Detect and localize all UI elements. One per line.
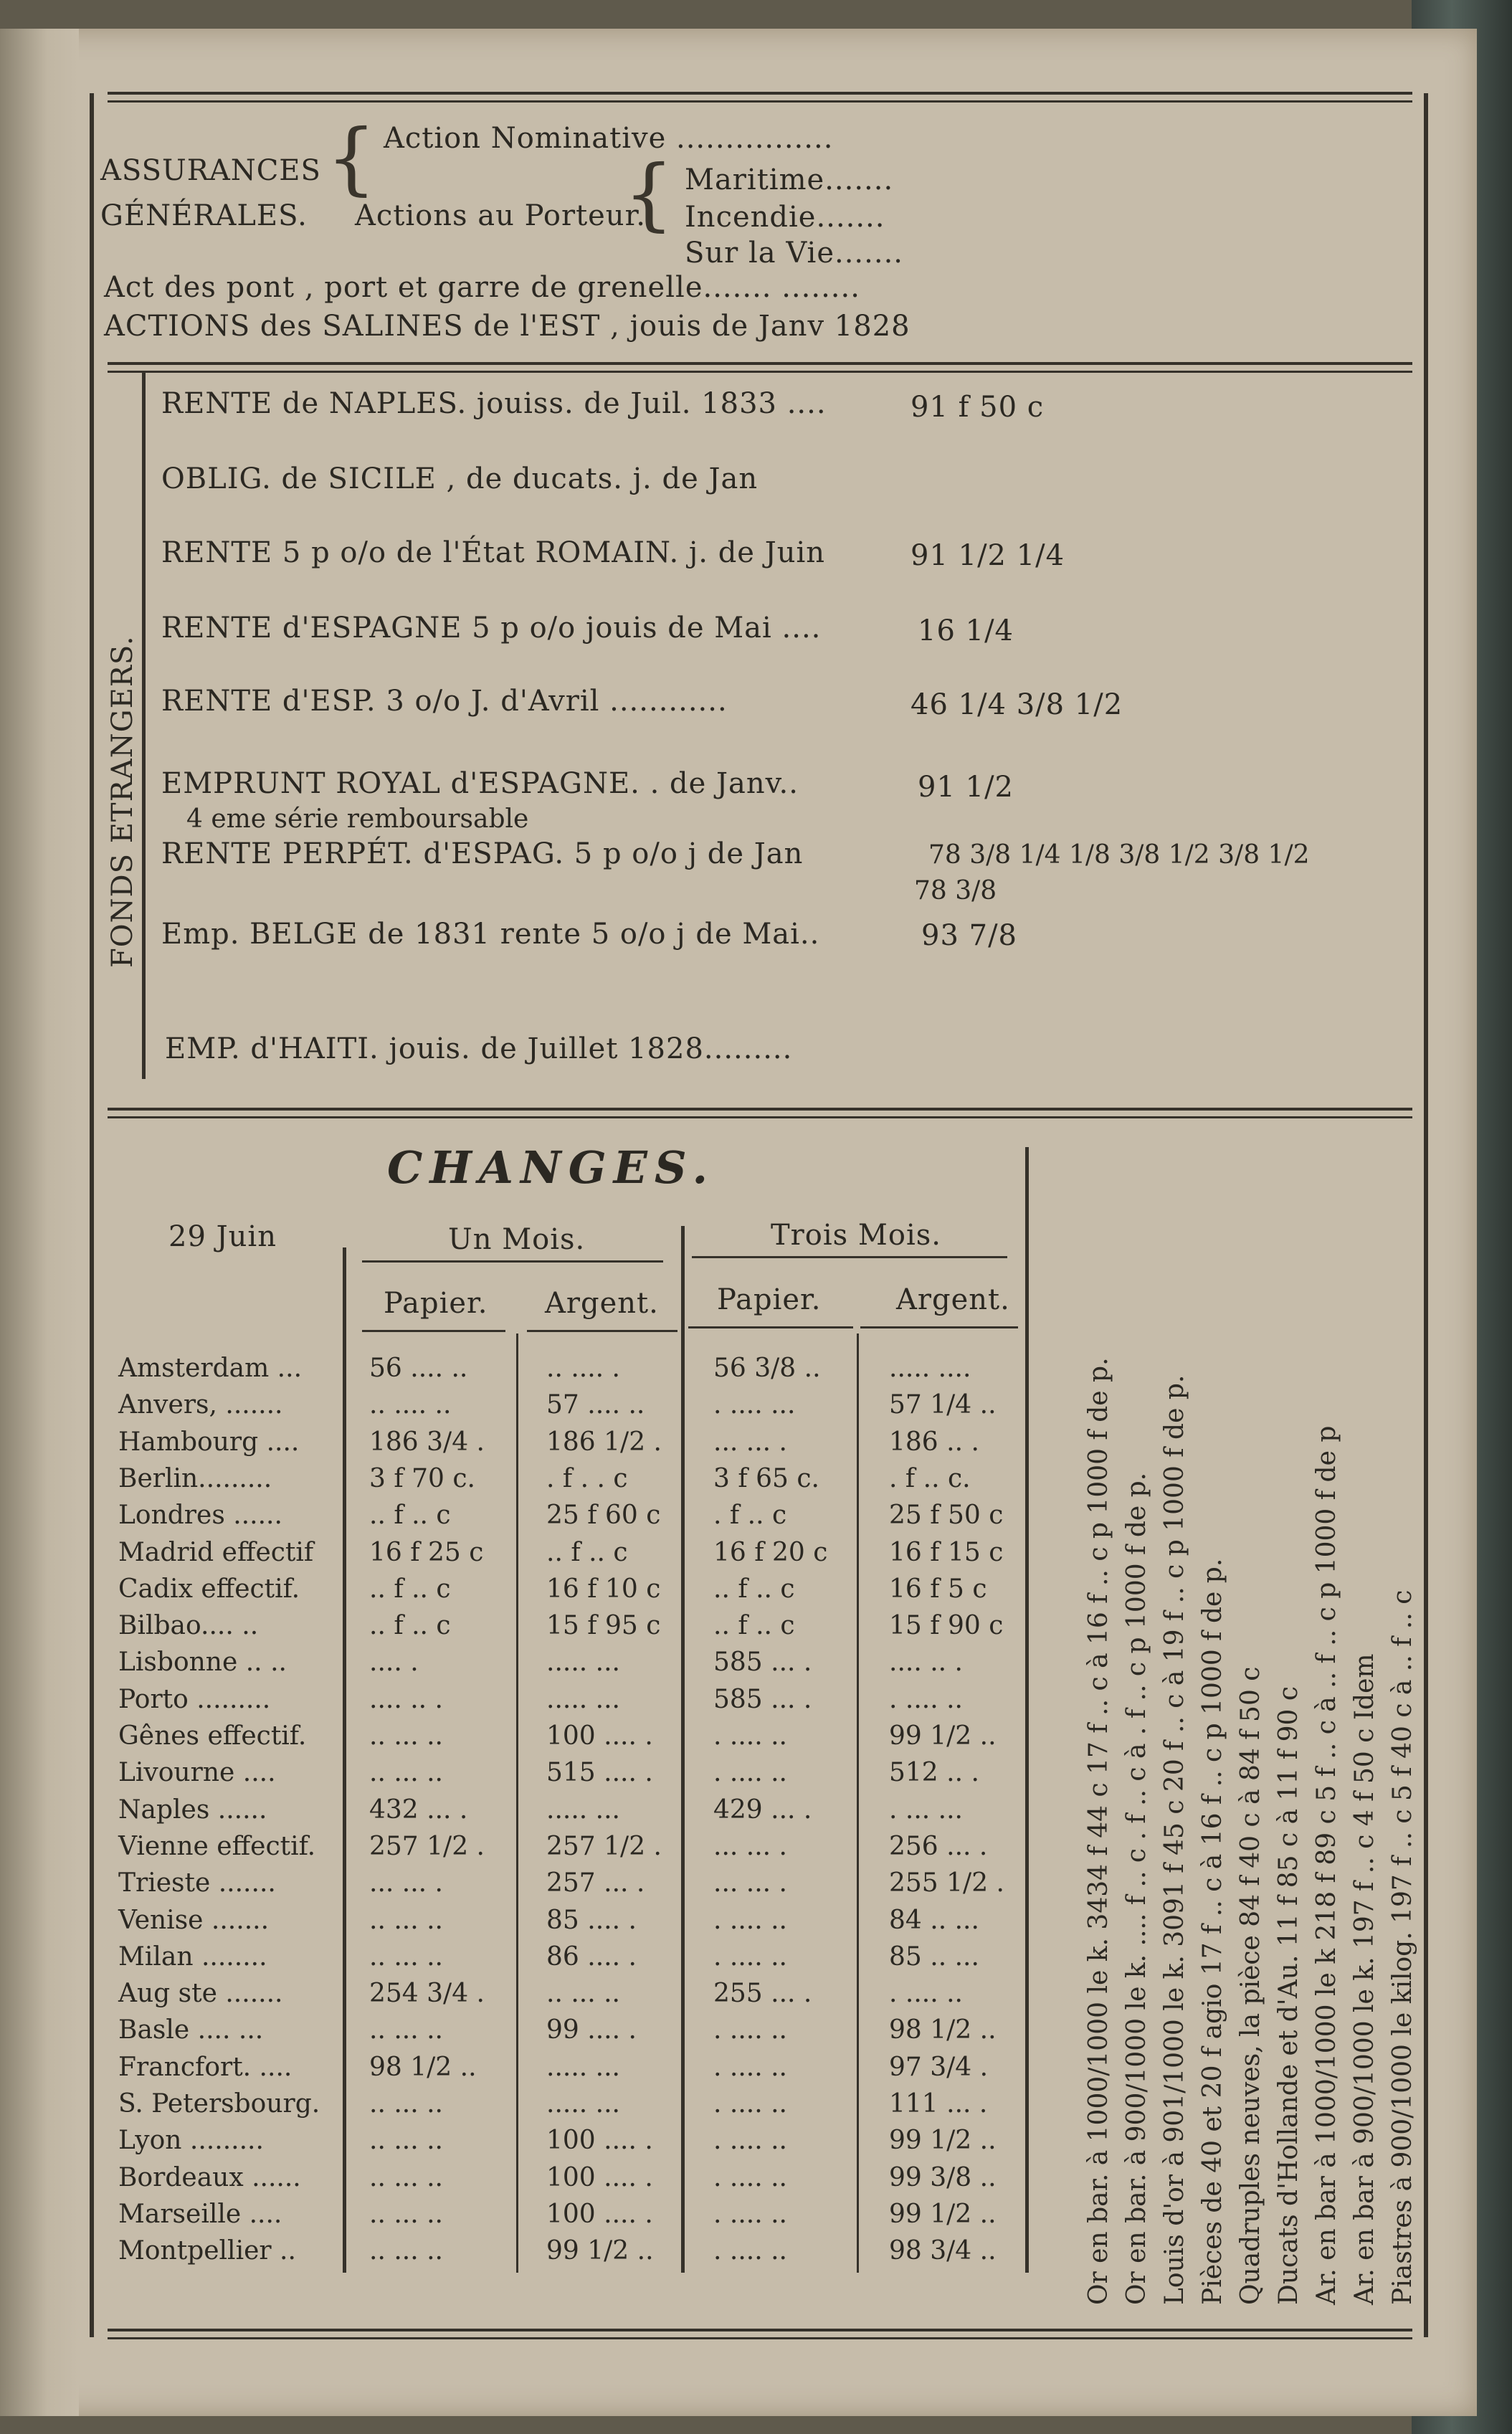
argent-underline-1 — [527, 1330, 677, 1332]
rate-cell: . f .. c — [713, 1501, 787, 1531]
rate-cell: 98 1/2 .. — [369, 2052, 477, 2082]
rate-cell: .. ... .. — [369, 2015, 443, 2045]
rate-cell: 16 f 15 c — [889, 1537, 1004, 1567]
fonds-row-text: RENTE de NAPLES. jouiss. de Juil. 1833 .... — [161, 387, 827, 420]
city-name: Porto ......... — [118, 1684, 271, 1714]
rate-cell: .. .... . — [546, 1354, 620, 1383]
rate-cell: 85 .... . — [546, 1905, 637, 1935]
rate-cell: . .... .. — [713, 1905, 787, 1935]
rate-cell: . ... ... — [889, 1794, 963, 1825]
rate-cell: 16 f 20 c — [713, 1537, 828, 1567]
city-name: Francfort. .... — [118, 2052, 293, 2082]
metal-rate-line: Louis d'or à 901/1000 le k. 3091 f 45 c 20 f .. c à 19 f .. c p 1000 f de p. — [1160, 1374, 1189, 2305]
generales-label: GÉNÉRALES. — [100, 199, 308, 232]
rate-cell: 585 ... . — [713, 1648, 812, 1678]
rate-cell: 84 .. ... — [889, 1905, 979, 1935]
rate-cell: 99 .... . — [546, 2015, 637, 2045]
fonds-row-value: 91 f 50 c — [910, 391, 1045, 424]
rate-cell: .. ... .. — [546, 1979, 620, 2009]
rate-cell: .. ... .. — [369, 1758, 443, 1788]
rate-cell: . .... .. — [713, 2089, 787, 2119]
rate-cell: 256 ... . — [889, 1831, 988, 1861]
rate-cell: . .... .. — [713, 2199, 787, 2229]
metal-rate-line: Pièces de 40 et 20 f agio 17 f .. c à 16 f .. c p 1000 f de p. — [1198, 1558, 1227, 2305]
city-name: Berlin......... — [118, 1463, 272, 1493]
rate-cell: 100 .... . — [546, 2126, 653, 2156]
fonds-row-text: RENTE PERPÉT. d'ESPAG. 5 p o/o j de Jan — [161, 837, 804, 870]
rate-cell: 100 .... . — [546, 2162, 653, 2192]
rate-cell: .. ... .. — [369, 2236, 443, 2266]
rate-cell: 100 .... . — [546, 1721, 653, 1751]
rate-cell: 100 .... . — [546, 2199, 653, 2229]
rate-cell: 57 1/4 .. — [889, 1390, 997, 1420]
rate-cell: .. ... .. — [369, 2089, 443, 2119]
rate-cell: 257 1/2 . — [369, 1831, 485, 1861]
rate-cell: 15 f 90 c — [889, 1611, 1004, 1641]
rate-cell: 15 f 95 c — [546, 1611, 661, 1641]
changes-title: CHANGES. — [387, 1141, 715, 1194]
city-name: Aug ste ....... — [118, 1979, 283, 2009]
rate-cell: ... ... . — [369, 1868, 443, 1898]
rate-cell: . .... .. — [713, 2126, 787, 2156]
papier-header-1: Papier. — [384, 1287, 488, 1320]
actions-porteur: Actions au Porteur. — [355, 199, 647, 232]
rate-cell: .. ... .. — [369, 2199, 443, 2229]
city-name: Gênes effectif. — [118, 1721, 307, 1751]
rate-cell: 25 f 60 c — [546, 1501, 661, 1531]
rate-cell: ..... ... — [546, 2089, 620, 2119]
fonds-row-text: OBLIG. de SICILE , de ducats. j. de Jan — [161, 462, 759, 495]
rate-cell: .. ... .. — [369, 2162, 443, 2192]
top-rule — [108, 92, 1412, 103]
rate-cell: 3 f 70 c. — [369, 1463, 475, 1493]
rate-cell: . .... .. — [713, 1941, 787, 1972]
argent-header-2: Argent. — [896, 1283, 1010, 1316]
rate-cell: .. .... .. — [369, 1390, 452, 1420]
rate-cell: 99 1/2 .. — [889, 2126, 997, 2156]
action-nominative: Action Nominative ................ — [384, 122, 834, 155]
rate-cell: ..... ... — [546, 1684, 620, 1714]
bottom-rule — [108, 2329, 1412, 2339]
fonds-row-text: EMPRUNT ROYAL d'ESPAGNE. . de Janv.. — [161, 767, 799, 800]
city-name: Lisbonne .. .. — [118, 1648, 287, 1678]
papier-header-2: Papier. — [717, 1283, 822, 1316]
city-name: Amsterdam ... — [118, 1354, 303, 1383]
rate-cell: . .... .. — [889, 1684, 963, 1714]
rate-cell: 99 1/2 .. — [889, 1721, 997, 1751]
fonds-row-value: 16 1/4 — [918, 614, 1014, 647]
rate-cell: .. f .. c — [546, 1537, 628, 1567]
city-name: Lyon ......... — [118, 2126, 264, 2156]
rate-cell: 97 3/4 . — [889, 2052, 989, 2082]
fonds-divider — [142, 373, 146, 1079]
sur-la-vie: Sur la Vie....... — [685, 237, 904, 270]
fonds-row-text: RENTE 5 p o/o de l'État ROMAIN. j. de Juin — [161, 536, 826, 569]
fonds-row-value: 91 1/2 1/4 — [910, 539, 1065, 572]
city-name: Cadix effectif. — [118, 1574, 300, 1604]
changes-date: 29 Juin — [168, 1220, 277, 1253]
rate-cell: 255 ... . — [713, 1979, 812, 2009]
rate-cell: 16 f 5 c — [889, 1574, 987, 1604]
rate-cell: 515 .... . — [546, 1758, 653, 1788]
rate-cell: 432 ... . — [369, 1794, 468, 1825]
city-name: Trieste ....... — [118, 1868, 276, 1898]
city-name: Livourne .... — [118, 1758, 276, 1788]
rate-cell: .... .. . — [889, 1648, 963, 1678]
rate-cell: .. ... .. — [369, 2126, 443, 2156]
page-edge — [0, 29, 79, 2416]
rule-changes-top — [108, 1108, 1412, 1118]
fonds-row-value: 46 1/4 3/8 1/2 — [910, 688, 1123, 721]
trois-mois-underline — [692, 1256, 1007, 1258]
metal-rate-line: Piastres à 900/1000 le kilog. 197 f .. c 5 f 40 c à .. f .. c — [1388, 1589, 1417, 2305]
metal-rate-line: Or en bar. à 900/1000 le k. .... f .. c . f .. c à . f .. c p 1000 f de p. — [1122, 1472, 1151, 2305]
actions-salines: ACTIONS des SALINES de l'EST , jouis de Janv 1828 — [104, 310, 910, 343]
rate-cell: . .... .. — [713, 2236, 787, 2266]
argent-header-1: Argent. — [545, 1287, 659, 1320]
rate-cell: 99 3/8 .. — [889, 2162, 997, 2192]
city-name: Vienne effectif. — [118, 1831, 316, 1861]
city-name: Hambourg .... — [118, 1427, 300, 1457]
rate-cell: ..... .... — [889, 1354, 971, 1383]
city-name: Basle .... ... — [118, 2015, 264, 2045]
rate-cell: .... .. . — [369, 1684, 443, 1714]
un-mois-underline — [362, 1260, 663, 1263]
city-name: Anvers, ....... — [118, 1390, 283, 1420]
city-name: Naples ...... — [118, 1794, 267, 1825]
rate-cell: 3 f 65 c. — [713, 1463, 819, 1493]
rate-cell: 257 ... . — [546, 1868, 645, 1898]
rate-cell: 255 1/2 . — [889, 1868, 1004, 1898]
rate-cell: 98 3/4 .. — [889, 2236, 997, 2266]
rate-cell: .. ... .. — [369, 1721, 443, 1751]
col-divider-3 — [857, 1334, 859, 2273]
rate-cell: .. f .. c — [369, 1574, 451, 1604]
rate-cell: ..... ... — [546, 1794, 620, 1825]
rate-cell: 16 f 10 c — [546, 1574, 661, 1604]
act-grenelle: Act des pont , port et garre de grenelle....... ........ — [104, 271, 860, 304]
rate-cell: . .... .. — [713, 1758, 787, 1788]
rate-cell: 85 .. ... — [889, 1941, 979, 1972]
metal-rate-line: Quadruples neuves, la pièce 84 f 40 c à 84 f 50 c — [1236, 1666, 1265, 2305]
rate-cell: .. f .. c — [713, 1574, 795, 1604]
city-name: Marseille .... — [118, 2199, 282, 2229]
rate-cell: . f .. c. — [889, 1463, 971, 1493]
city-name: Venise ....... — [118, 1905, 270, 1935]
rate-cell: 25 f 50 c — [889, 1501, 1004, 1531]
rate-cell: .... . — [369, 1648, 419, 1678]
rate-cell: .. f .. c — [369, 1501, 451, 1531]
col-divider-4 — [1025, 1147, 1029, 2273]
fonds-row-value: 93 7/8 — [921, 919, 1017, 952]
city-name: Londres ...... — [118, 1501, 282, 1531]
rule-fonds-top — [108, 362, 1412, 373]
rate-cell: 16 f 25 c — [369, 1537, 484, 1567]
metal-rate-line: Ducats d'Hollande et d'Au. 11 f 85 c à 11 f 90 c — [1274, 1686, 1303, 2305]
city-name: S. Petersbourg. — [118, 2089, 320, 2119]
metal-rate-line: Or en bar. à 1000/1000 le k. 3434 f 44 c 17 f .. c à 16 f .. c p 1000 f de p. — [1084, 1357, 1113, 2305]
rate-cell: . f . . c — [546, 1463, 628, 1493]
rate-cell: 512 .. . — [889, 1758, 979, 1788]
rate-cell: ..... ... — [546, 2052, 620, 2082]
brace-left: { — [326, 112, 376, 204]
rate-cell: .. ... .. — [369, 1941, 443, 1972]
city-name: Montpellier .. — [118, 2236, 296, 2266]
city-name: Madrid effectif — [118, 1537, 314, 1567]
fonds-row-value: 78 3/8 1/4 1/8 3/8 1/2 3/8 1/2 — [928, 840, 1310, 870]
rate-cell: 186 1/2 . — [546, 1427, 662, 1457]
rate-cell: 111 ... . — [889, 2089, 988, 2119]
fonds-row-text: RENTE d'ESPAGNE 5 p o/o jouis de Mai .... — [161, 612, 822, 645]
city-name: Bilbao.... .. — [118, 1611, 259, 1641]
rate-cell: 99 1/2 .. — [889, 2199, 997, 2229]
rate-cell: 186 .. . — [889, 1427, 979, 1457]
fonds-row-value: 91 1/2 — [918, 771, 1014, 804]
rate-cell: .. ... .. — [369, 1905, 443, 1935]
city-name: Bordeaux ...... — [118, 2162, 301, 2192]
rate-cell: ... ... . — [713, 1831, 787, 1861]
rate-cell: . .... .. — [713, 2015, 787, 2045]
rate-cell: 429 ... . — [713, 1794, 812, 1825]
fonds-etrangers-label: FONDS ETRANGERS. — [106, 635, 139, 968]
rate-cell: ... ... . — [713, 1868, 787, 1898]
fonds-row-text: Emp. BELGE de 1831 rente 5 o/o j de Mai.. — [161, 918, 820, 951]
rate-cell: 98 1/2 .. — [889, 2015, 997, 2045]
fonds-row-text: RENTE d'ESP. 3 o/o J. d'Avril ............ — [161, 685, 728, 718]
rate-cell: 257 1/2 . — [546, 1831, 662, 1861]
fonds-row-text: 4 eme série remboursable — [186, 804, 529, 834]
argent-underline-2 — [860, 1326, 1018, 1328]
rate-cell: ... ... . — [713, 1427, 787, 1457]
rate-cell: . .... .. — [713, 1721, 787, 1751]
city-name: Milan ........ — [118, 1941, 267, 1972]
rate-cell: 57 .... .. — [546, 1390, 645, 1420]
rate-cell: . .... .. — [889, 1979, 963, 2009]
fonds-row-text: EMP. d'HAITI. jouis. de Juillet 1828......... — [165, 1032, 793, 1065]
papier-underline-1 — [362, 1330, 505, 1332]
un-mois-header: Un Mois. — [448, 1223, 586, 1256]
maritime: Maritime....... — [685, 163, 894, 196]
rate-cell: 254 3/4 . — [369, 1979, 485, 2009]
col-divider-2 — [681, 1226, 685, 2273]
metal-rate-line: Ar. en bar à 900/1000 le k. 197 f .. c 4 f 50 c Idem — [1350, 1653, 1379, 2305]
rate-cell: . .... ... — [713, 1390, 796, 1420]
trois-mois-header: Trois Mois. — [771, 1219, 941, 1252]
rate-cell: 56 3/8 .. — [713, 1354, 821, 1383]
rate-cell: .. f .. c — [713, 1611, 795, 1641]
col-divider-city — [343, 1247, 346, 2273]
rate-cell: 86 .... . — [546, 1941, 637, 1972]
rate-cell: . .... .. — [713, 2052, 787, 2082]
rate-cell: 585 ... . — [713, 1684, 812, 1714]
col-divider-1 — [516, 1334, 518, 2273]
metal-rate-line: Ar. en bar à 1000/1000 le k 218 f 89 c 5 f .. c à .. f .. c p 1000 f de p — [1312, 1425, 1341, 2305]
papier-underline-2 — [688, 1326, 853, 1328]
rate-cell: . .... .. — [713, 2162, 787, 2192]
rate-cell: 56 .... .. — [369, 1354, 468, 1383]
rate-cell: 186 3/4 . — [369, 1427, 485, 1457]
brace-right: { — [624, 148, 674, 239]
fonds-row-value: 78 3/8 — [914, 876, 997, 905]
rate-cell: 99 1/2 .. — [546, 2236, 654, 2266]
assurances-label: ASSURANCES — [100, 154, 321, 187]
rate-cell: ..... ... — [546, 1648, 620, 1678]
incendie: Incendie....... — [685, 201, 885, 234]
rate-cell: .. f .. c — [369, 1611, 451, 1641]
